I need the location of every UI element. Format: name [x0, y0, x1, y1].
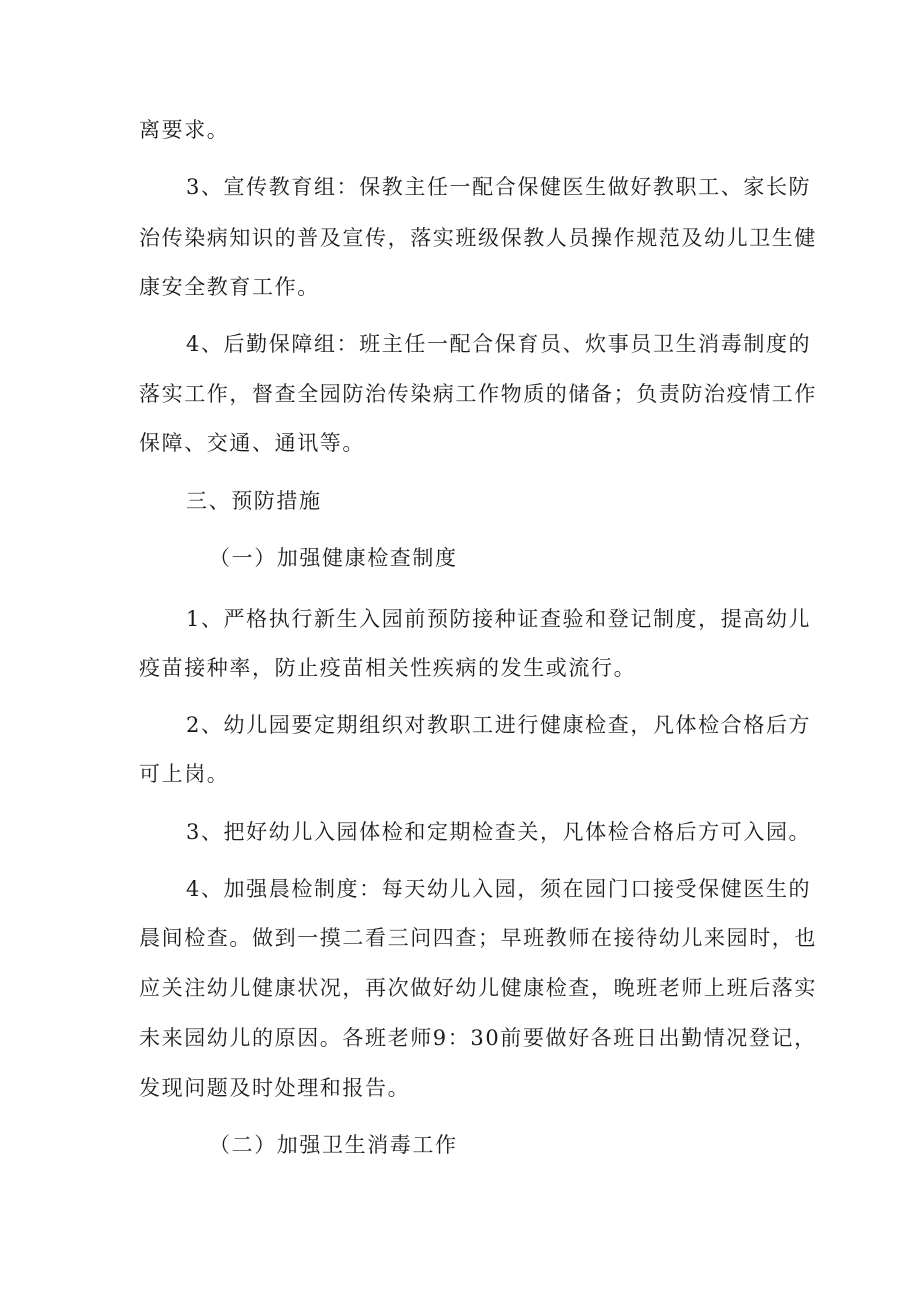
text-line: 晨间检查。做到一摸二看三问四查；早班教师在接待幼儿来园时，也	[139, 926, 817, 950]
text-line: 应关注幼儿健康状况，再次做好幼儿健康检查，晚班老师上班后落实	[139, 976, 817, 1000]
text-line: 离要求。	[139, 118, 230, 142]
section-heading: 三、预防措施	[186, 489, 322, 513]
text-line: 康安全教育工作。	[139, 275, 320, 299]
text-line: 1、严格执行新生入园前预防接种证查验和登记制度，提高幼儿	[186, 607, 812, 631]
text-line: 疫苗接种率，防止疫苗相关性疾病的发生或流行。	[139, 656, 637, 680]
text-line: 4、加强晨检制度：每天幼儿入园，须在园门口接受保健医生的	[186, 877, 812, 901]
subsection-heading: （一）加强健康检查制度	[209, 546, 458, 570]
subsection-heading: （二）加强卫生消毒工作	[209, 1133, 458, 1157]
text-line: 3、宣传教育组：保教主任一配合保健医生做好教职工、家长防	[186, 175, 812, 199]
text-line: 治传染病知识的普及宣传，落实班级保教人员操作规范及幼儿卫生健	[139, 226, 817, 250]
text-line: 发现问题及时处理和报告。	[139, 1076, 411, 1100]
text-line: 4、后勤保障组：班主任一配合保育员、炊事员卫生消毒制度的	[186, 332, 812, 356]
text-line: 落实工作，督查全园防治传染病工作物质的储备；负责防治疫情工作	[139, 382, 817, 406]
text-line: 可上岗。	[139, 762, 230, 786]
text-line: 3、把好幼儿入园体检和定期检查关，凡体检合格后方可入园。	[186, 820, 812, 844]
text-line: 2、幼儿园要定期组织对教职工进行健康检查，凡体检合格后方	[186, 713, 812, 737]
text-line: 保障、交通、通讯等。	[139, 431, 365, 455]
text-line: 未来园幼儿的原因。各班老师9：30前要做好各班日出勤情况登记，	[139, 1026, 817, 1050]
